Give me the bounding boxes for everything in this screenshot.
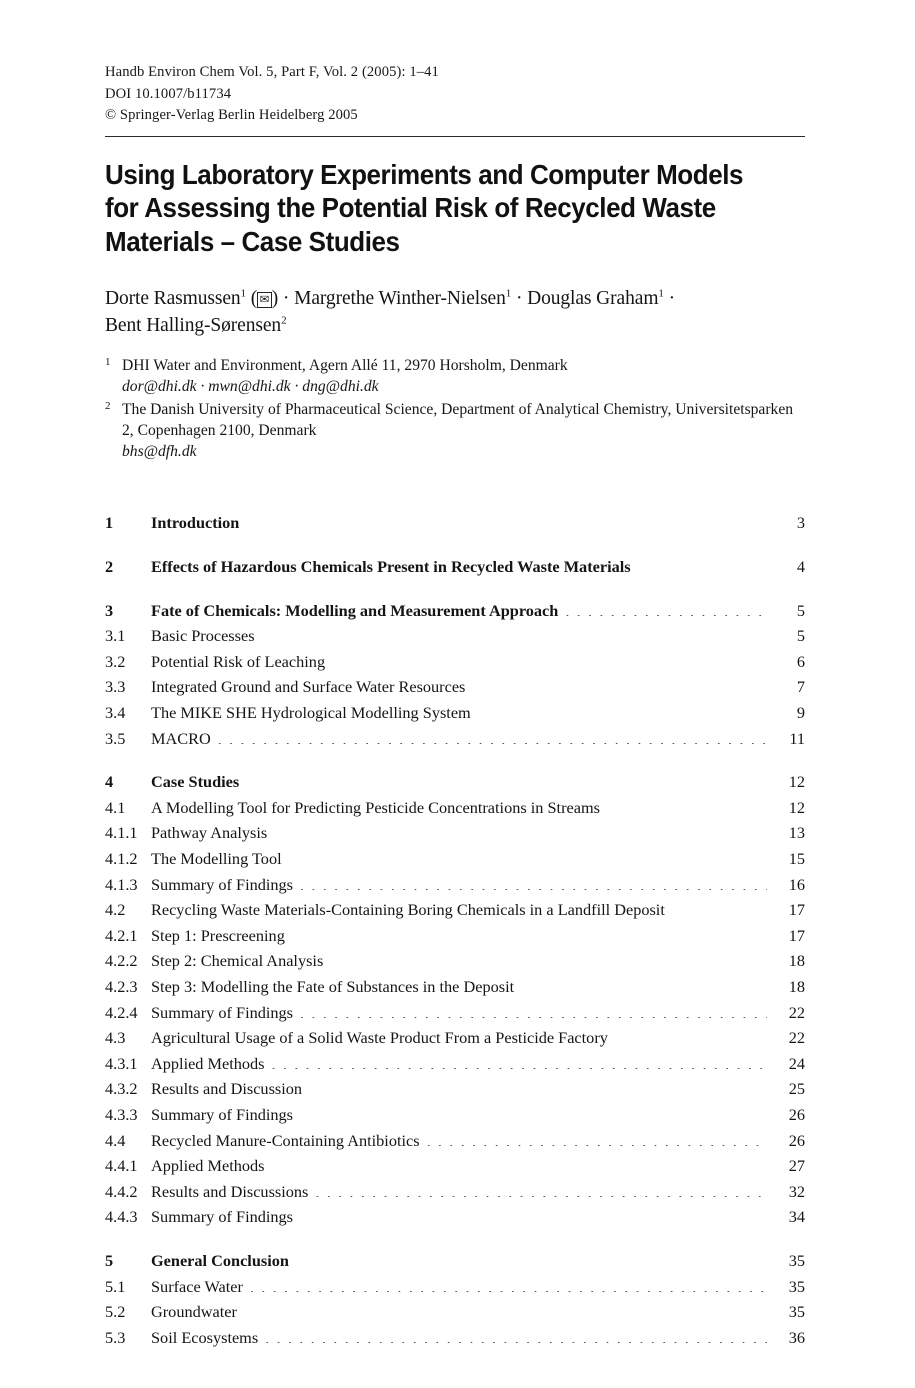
toc-entry-page: 12: [788, 772, 805, 792]
toc-entry[interactable]: [105, 1325, 805, 1351]
table-of-contents: [105, 510, 805, 1350]
toc-entry-page: 7: [796, 677, 805, 697]
toc-leader-dots: [427, 1129, 767, 1145]
toc-entry-title: Results and Discussions: [151, 1181, 309, 1201]
toc-entry-page: 34: [788, 1207, 805, 1227]
affiliation-marker-2: 2: [105, 399, 111, 412]
toc-entry-page: 36: [788, 1327, 805, 1347]
toc-entry-number: 4.4: [105, 1130, 126, 1150]
affiliation-2: [105, 399, 805, 463]
affiliation-text-2b: Universitetsparken 2, Copenhagen 2100, Denmark: [122, 400, 794, 439]
toc-entry[interactable]: [105, 649, 805, 675]
envelope-icon: ✉: [257, 292, 272, 307]
toc-entry-page: 15: [788, 849, 805, 869]
toc-entry-title: The MIKE SHE Hydrological Modelling System: [151, 703, 471, 723]
journal-header: [105, 62, 805, 127]
toc-leader-dots: [272, 1155, 767, 1171]
toc-entry-title: Step 1: Prescreening: [151, 925, 285, 945]
author-name-2: · Margrethe Winther-Nielsen: [278, 288, 506, 309]
toc-leader-dots: [472, 676, 767, 692]
affiliation-list: [105, 355, 805, 462]
toc-entry-title: Fate of Chemicals: Modelling and Measurement Approach: [151, 600, 559, 620]
toc-entry[interactable]: [105, 948, 805, 974]
author-affil-marker-2: 1: [505, 287, 512, 300]
toc-entry-number: 5: [105, 1250, 114, 1270]
toc-entry[interactable]: [105, 897, 805, 923]
toc-entry[interactable]: [105, 1274, 805, 1300]
header-divider: [105, 136, 805, 137]
toc-entry-page: 5: [796, 600, 805, 620]
toc-entry[interactable]: [105, 1076, 805, 1102]
toc-entry[interactable]: [105, 674, 805, 700]
toc-entry-page: 13: [788, 823, 805, 843]
toc-leader-dots: [315, 1180, 767, 1196]
toc-entry[interactable]: [105, 1204, 805, 1230]
toc-entry-page: 9: [796, 703, 805, 723]
toc-entry[interactable]: [105, 872, 805, 898]
toc-entry-number: 4.3: [105, 1028, 126, 1048]
toc-entry-page: 22: [788, 1028, 805, 1048]
toc-entry-page: 26: [788, 1104, 805, 1124]
author-affil-marker-3: 1: [658, 287, 664, 300]
toc-leader-dots: [300, 1104, 767, 1120]
toc-entry[interactable]: [105, 1179, 805, 1205]
toc-entry[interactable]: [105, 846, 805, 872]
toc-entry[interactable]: [105, 726, 805, 752]
toc-entry[interactable]: [105, 1000, 805, 1026]
toc-leader-dots: [246, 512, 767, 528]
toc-entry-page: 27: [788, 1156, 805, 1176]
toc-leader-dots: [300, 1206, 767, 1222]
toc-leader-dots: [309, 1078, 767, 1094]
toc-entry[interactable]: [105, 1102, 805, 1128]
toc-entry-title: Agricultural Usage of a Solid Waste Product From a Pesticide Factory: [151, 1028, 608, 1048]
toc-leader-dots: [289, 848, 767, 864]
toc-entry-title: General Conclusion: [151, 1250, 289, 1270]
author-name-1: Dorte Rasmussen: [105, 288, 241, 309]
toc-entry-title: Recycled Manure-Containing Antibiotics: [151, 1130, 420, 1150]
affiliation-marker-1: 1: [105, 356, 111, 368]
toc-entry[interactable]: [105, 1051, 805, 1077]
toc-entry-page: 6: [796, 651, 805, 671]
title-line-2: for Assessing the Potential Risk of Recycled Waste: [105, 192, 716, 223]
toc-leader-dots: [218, 727, 767, 743]
toc-leader-dots: [332, 651, 767, 667]
toc-entry[interactable]: [105, 923, 805, 949]
toc-entry-number: 3.4: [105, 703, 126, 723]
toc-entry[interactable]: [105, 795, 805, 821]
toc-entry[interactable]: [105, 1248, 805, 1274]
toc-entry-title: Recycling Waste Materials-Containing Boring Chemicals in a Landfill Deposit: [151, 900, 665, 920]
toc-entry-page: 26: [788, 1130, 805, 1150]
toc-leader-dots: [300, 873, 767, 889]
affiliation-text-1: DHI Water and Environment, Agern Allé 11, 2970 Horsholm, Denmark: [122, 357, 568, 374]
toc-leader-dots: [672, 899, 767, 915]
toc-leader-dots: [615, 1027, 767, 1043]
toc-leader-dots: [300, 1001, 767, 1017]
toc-leader-dots: [265, 1326, 767, 1342]
toc-entry[interactable]: [105, 510, 805, 536]
author-separator: ·: [663, 288, 675, 309]
toc-entry-title: Step 3: Modelling the Fate of Substances in the Deposit: [151, 976, 515, 996]
toc-entry-title: Summary of Findings: [151, 1104, 294, 1124]
toc-entry-number: 5.2: [105, 1302, 126, 1322]
toc-entry-page: 22: [788, 1002, 805, 1022]
toc-entry-number: 3.1: [105, 626, 126, 646]
toc-entry-title: The Modelling Tool: [151, 849, 282, 869]
toc-leader-dots: [244, 1301, 767, 1317]
journal-citation-line: Handb Environ Chem Vol. 5, Part F, Vol. 2 (2005): 1–41: [105, 64, 439, 80]
toc-entry-title: Potential Risk of Leaching: [151, 651, 326, 671]
toc-leader-dots: [607, 797, 767, 813]
toc-leader-dots: [272, 1052, 767, 1068]
toc-entry-title: Summary of Findings: [151, 874, 294, 894]
toc-entry-number: 4.1.2: [105, 849, 138, 869]
toc-entry-title: Summary of Findings: [151, 1207, 294, 1227]
toc-entry[interactable]: [105, 598, 805, 624]
toc-entry-page: 24: [788, 1053, 805, 1073]
toc-entry[interactable]: [105, 1025, 805, 1051]
toc-entry-number: 4.2.4: [105, 1002, 138, 1022]
author-line-2: [105, 312, 805, 339]
toc-leader-dots: [274, 822, 767, 838]
toc-entry-title: Applied Methods: [151, 1053, 265, 1073]
toc-entry-number: 4.3.1: [105, 1053, 138, 1073]
toc-leader-dots: [250, 1275, 767, 1291]
toc-entry-page: 4: [796, 557, 805, 577]
toc-entry[interactable]: [105, 554, 805, 580]
toc-entry-number: 5.1: [105, 1276, 126, 1296]
toc-entry-title: Effects of Hazardous Chemicals Present in Recycled Waste Materials: [151, 557, 631, 577]
toc-entry[interactable]: [105, 1153, 805, 1179]
toc-entry-number: 4.2.3: [105, 976, 138, 996]
toc-entry-title: Step 2: Chemical Analysis: [151, 951, 324, 971]
toc-entry-page: 16: [788, 874, 805, 894]
toc-entry-number: 5.3: [105, 1327, 126, 1347]
toc-entry-number: 4.3.3: [105, 1104, 138, 1124]
toc-entry-title: Results and Discussion: [151, 1079, 303, 1099]
toc-entry-title: Soil Ecosystems: [151, 1327, 259, 1347]
toc-leader-dots: [478, 702, 767, 718]
toc-entry-page: 18: [788, 976, 805, 996]
affiliation-email-1: dor@dhi.dk · mwn@dhi.dk · dng@dhi.dk: [122, 378, 379, 396]
toc-entry-page: 35: [788, 1302, 805, 1322]
copyright-line: © Springer-Verlag Berlin Heidelberg 2005: [105, 107, 358, 123]
toc-entry-number: 4.4.1: [105, 1156, 138, 1176]
toc-entry-page: 17: [788, 900, 805, 920]
author-name-4: Bent Halling-Sørensen: [105, 315, 282, 336]
toc-leader-dots: [330, 950, 767, 966]
toc-entry-number: 1: [105, 513, 114, 533]
toc-entry-page: 35: [788, 1250, 805, 1270]
toc-entry-number: 3.2: [105, 651, 126, 671]
toc-entry-number: 4.4.2: [105, 1181, 138, 1201]
toc-entry-page: 5: [796, 626, 805, 646]
toc-entry-page: 17: [788, 925, 805, 945]
toc-entry[interactable]: [105, 700, 805, 726]
toc-entry-page: 3: [796, 513, 805, 533]
toc-entry[interactable]: [105, 820, 805, 846]
title-line-3: Materials – Case Studies: [105, 225, 400, 257]
toc-entry-page: 18: [788, 951, 805, 971]
toc-entry-number: 3.5: [105, 728, 126, 748]
affiliation-1: [105, 355, 805, 398]
toc-entry[interactable]: [105, 769, 805, 795]
toc-entry[interactable]: [105, 1299, 805, 1325]
toc-entry-number: 2: [105, 557, 114, 577]
toc-entry-page: 35: [788, 1276, 805, 1296]
toc-leader-dots: [565, 599, 767, 615]
toc-entry-number: 4.1: [105, 797, 126, 817]
toc-entry-number: 4.1.3: [105, 874, 138, 894]
toc-entry-title: Surface Water: [151, 1276, 243, 1296]
toc-entry[interactable]: [105, 1128, 805, 1154]
toc-entry-page: 12: [788, 797, 805, 817]
toc-leader-dots: [246, 771, 767, 787]
affiliation-text-2a: The Danish University of Pharmaceutical Science, Department of Analytical Chemistry,: [122, 400, 672, 418]
toc-leader-dots: [296, 1250, 767, 1266]
toc-entry-title: Case Studies: [151, 772, 240, 792]
toc-entry-title: Introduction: [151, 513, 240, 533]
author-affil-marker-1: 1: [240, 287, 246, 300]
toc-leader-dots: [638, 556, 767, 572]
toc-entry-title: Applied Methods: [151, 1156, 265, 1176]
toc-entry-page: 32: [788, 1181, 805, 1201]
toc-entry-title: Integrated Ground and Surface Water Resources: [151, 677, 466, 697]
toc-entry-number: 4: [105, 772, 114, 792]
toc-entry-title: Pathway Analysis: [151, 823, 268, 843]
toc-entry-title: MACRO: [151, 728, 211, 748]
author-name-3: · Douglas Graham: [511, 288, 659, 309]
toc-entry-title: A Modelling Tool for Predicting Pesticide Concentrations in Streams: [151, 797, 600, 817]
toc-leader-dots: [292, 925, 767, 941]
toc-entry-number: 4.2.1: [105, 925, 138, 945]
toc-entry-number: 3.3: [105, 677, 126, 697]
doi-line: DOI 10.1007/b11734: [105, 85, 232, 102]
toc-leader-dots: [262, 625, 767, 641]
toc-entry-title: Basic Processes: [151, 626, 255, 646]
title-line-1: Using Laboratory Experiments and Computer Models: [105, 158, 744, 190]
toc-entry-number: 4.2: [105, 900, 126, 920]
toc-entry-page: 11: [789, 728, 805, 748]
toc-entry-number: 4.2.2: [105, 951, 138, 971]
toc-entry[interactable]: [105, 974, 805, 1000]
page-content: [105, 62, 805, 1350]
toc-entry-title: Groundwater: [151, 1302, 237, 1322]
author-line-1: Dorte Rasmussen$^1$ ( ✉ ) · Margrethe Winther-Nielsen$^1$ · Douglas Graham$^1$ ·: [105, 287, 675, 309]
page-title: [105, 158, 806, 259]
toc-entry-page: 25: [788, 1079, 805, 1099]
toc-leader-dots: [521, 976, 767, 992]
author-affil-marker-4: 2: [281, 314, 287, 327]
toc-entry-number: 4.1.1: [105, 823, 138, 843]
toc-entry[interactable]: [105, 623, 805, 649]
toc-entry-number: 4.4.3: [105, 1207, 138, 1227]
toc-entry-number: 4.3.2: [105, 1079, 138, 1099]
toc-entry-number: 3: [105, 600, 114, 620]
author-list: [105, 285, 805, 339]
affiliation-email-2: bhs@dfh.dk: [122, 443, 197, 461]
toc-entry-title: Summary of Findings: [151, 1002, 294, 1022]
